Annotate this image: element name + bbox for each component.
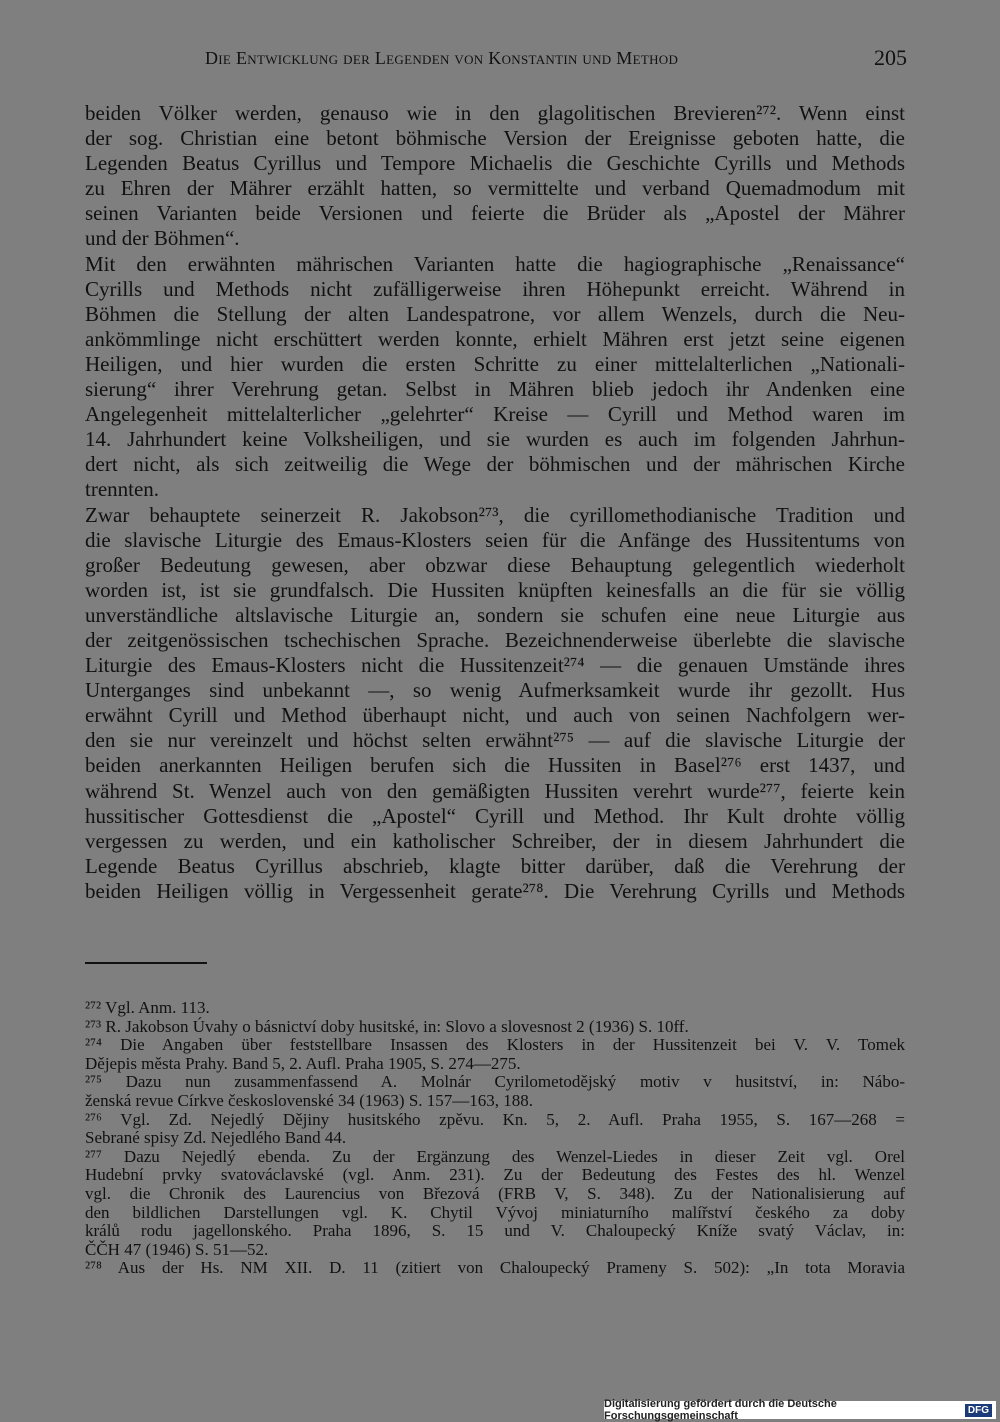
body-line: Angelegenheit mittelalterlicher „gelehrter“ Kreise — Cyrill und Method waren im [85, 402, 905, 427]
footnote-line: ²⁷⁴ Die Angaben über feststellbare Insassen des Klosters in der Hussitenzeit bei V. V. Tomek [85, 1035, 905, 1055]
body-line: beiden Völker werden, genauso wie in den glagolitischen Brevieren²⁷². Wenn einst [85, 101, 905, 125]
body-line: Cyrills und Methods nicht zufälligerweise ihren Höhepunkt erreicht. Während in [85, 276, 905, 301]
body-line: 14. Jahrhundert keine Volksheiligen, und sie wurden es auch im folgenden Jahrhun- [85, 427, 905, 452]
body-line: und der Böhmen“. [85, 226, 240, 251]
footnote-line: králů rodu jagellonského. Praha 1896, S. 15 und V. Chaloupecký Kníže svatý Václav, in: [85, 1221, 905, 1241]
body-text [85, 101, 905, 904]
footnote-line: ²⁷⁸ Aus der Hs. NM XII. D. 11 (zitiert von Chaloupecký Prameny S. 502): „In tota Moravia [85, 1258, 905, 1278]
body-line: trennten. [85, 477, 160, 502]
body-line: worden ist, ist sie grundfalsch. Die Hussiten knüpften keinesfalls an die für sie völlig [85, 577, 905, 602]
body-line: Zwar behauptete seinerzeit R. Jakobson²⁷³, die cyrillomethodianische Tradition und [85, 502, 905, 527]
footnote-line: ²⁷² Vgl. Anm. 113. [85, 998, 210, 1017]
footnote-line: Sebrané spisy Zd. Nejedlého Band 44. [85, 1128, 347, 1148]
funding-bar [604, 1398, 996, 1422]
footnote-rule [85, 962, 207, 964]
body-line: der zeitgenössischen tschechischen Sprache. Bezeichnenderweise überlebte die slavische [85, 627, 905, 652]
body-line: unverständliche altslavische Liturgie an, sondern sie schufen eine neue Liturgie aus [85, 602, 905, 627]
page-number: 205 [874, 45, 907, 70]
dfg-logo: DFG [965, 1404, 992, 1417]
body-line: großer Bedeutung gewesen, aber obzwar diese Behauptung gelegentlich wiederholt [85, 552, 905, 577]
body-line: Legende Beatus Cyrillus abschrieb, klagte bitter darüber, daß die Verehrung der [85, 853, 905, 878]
footnote-line: ²⁷⁶ Vgl. Zd. Nejedlý Dějiny husitského zpěvu. Kn. 5, 2. Aufl. Praha 1955, S. 167—268 = [85, 1109, 905, 1129]
footnote-line: Dějepis města Prahy. Band 5, 2. Aufl. Praha 1905, S. 274—275. [85, 1053, 521, 1073]
body-line: die slavische Liturgie des Emaus-Klosters seien für die Anfänge des Hussitentums von [85, 527, 905, 552]
footnote-line: ženská revue Církve československé 34 (1963) S. 157—163, 188. [85, 1090, 534, 1110]
footnote-line: ²⁷³ R. Jakobson Úvahy o básnictví doby husitské, in: Slovo a slovesnost 2 (1936) S. 10ff. [85, 1016, 689, 1036]
body-line: Unterganges sind unbekannt —, so wenig Aufmerksamkeit wurde ihr gezollt. Hus [85, 678, 905, 703]
running-title: Die Entwicklung der Legenden von Konstantin und Method [205, 48, 679, 68]
body-line: Heiligen, und hier wurden die ersten Schritte zu einer mittelalterlichen „Nationali- [85, 351, 905, 376]
running-header [195, 45, 907, 78]
body-line: sierung“ ihrer Verehrung getan. Selbst in Mähren blieb jedoch ihr Andenken eine [85, 377, 905, 402]
body-line: zu Ehren der Mährer erzählt hatten, so vermittelte und verband Quemadmodum mit [85, 176, 905, 201]
footnote-line: ²⁷⁵ Dazu nun zusammenfassend A. Molnár Cyrilometodějský motiv v husitství, in: Nábo- [85, 1072, 905, 1092]
footnote-line: ČČH 47 (1946) S. 51—52. [85, 1239, 269, 1259]
footnote-line: vgl. die Chronik des Laurencius von Březová (FRB V, S. 348). Zu der Nationalisierung auf [85, 1183, 905, 1203]
body-line: Mit den erwähnten mährischen Varianten hatte die hagiographische „Renaissance“ [85, 251, 905, 276]
footnote-line: den bildlichen Darstellungen vgl. K. Chytil Vývoj miniaturního malířství českého za doby [85, 1202, 905, 1222]
body-line: den sie nur vereinzelt und höchst selten erwähnt²⁷⁵ — auf die slavische Liturgie der [85, 728, 905, 753]
body-line: ankömmlinge nicht erschüttert werden konnte, erhielt Mähren erst jetzt seine eigenen [85, 326, 905, 351]
funding-text: Digitalisierung gefördert durch die Deutsche Forschungsgemeinschaft [604, 1398, 837, 1422]
body-line: während St. Wenzel auch von den gemäßigten Hussiten verehrt wurde²⁷⁷, feierte kein [85, 778, 905, 803]
body-line: erwähnt Cyrill und Method überhaupt nicht, und auch von seinen Nachfolgern wer- [85, 703, 905, 728]
body-line: Liturgie des Emaus-Klosters nicht die Hussitenzeit²⁷⁴ — die genauen Umstände ihres [85, 653, 905, 678]
body-line: Legenden Beatus Cyrillus und Tempore Michaelis die Geschichte Cyrills und Methods [85, 151, 905, 176]
body-line: beiden Heiligen völlig in Vergessenheit gerate²⁷⁸. Die Verehrung Cyrills und Methods [85, 878, 905, 903]
footnote-line: ²⁷⁷ Dazu Nejedlý ebenda. Zu der Ergänzung des Wenzel-Liedes in dieser Zeit vgl. Orel [85, 1146, 905, 1166]
footnote-line: Hudební prvky svatováclavské (vgl. Anm. 231). Zu der Bedeutung des Festes des hl. Wenzel [85, 1165, 905, 1185]
body-line: vergessen zu werden, und ein katholischer Schreiber, der in diesem Jahrhundert die [85, 828, 905, 853]
body-line: der sog. Christian eine betont böhmische Version der Ereignisse geboten hatte, die [85, 126, 905, 151]
body-line: beiden anerkannten Heiligen berufen sich die Hussiten in Basel²⁷⁶ erst 1437, und [85, 753, 905, 778]
body-line: hussitischer Gottesdienst die „Apostel“ Cyrill und Method. Ihr Kult drohte völlig [85, 803, 905, 828]
body-line: seinen Varianten beide Versionen und feierte die Brüder als „Apostel der Mährer [85, 201, 905, 226]
body-line: Böhmen die Stellung der alten Landespatrone, vor allem Wenzels, durch die Neu- [85, 301, 905, 326]
footnotes [85, 999, 905, 1278]
body-line: dert nicht, als sich zeitweilig die Wege der böhmischen und der mährischen Kirche [85, 452, 905, 477]
